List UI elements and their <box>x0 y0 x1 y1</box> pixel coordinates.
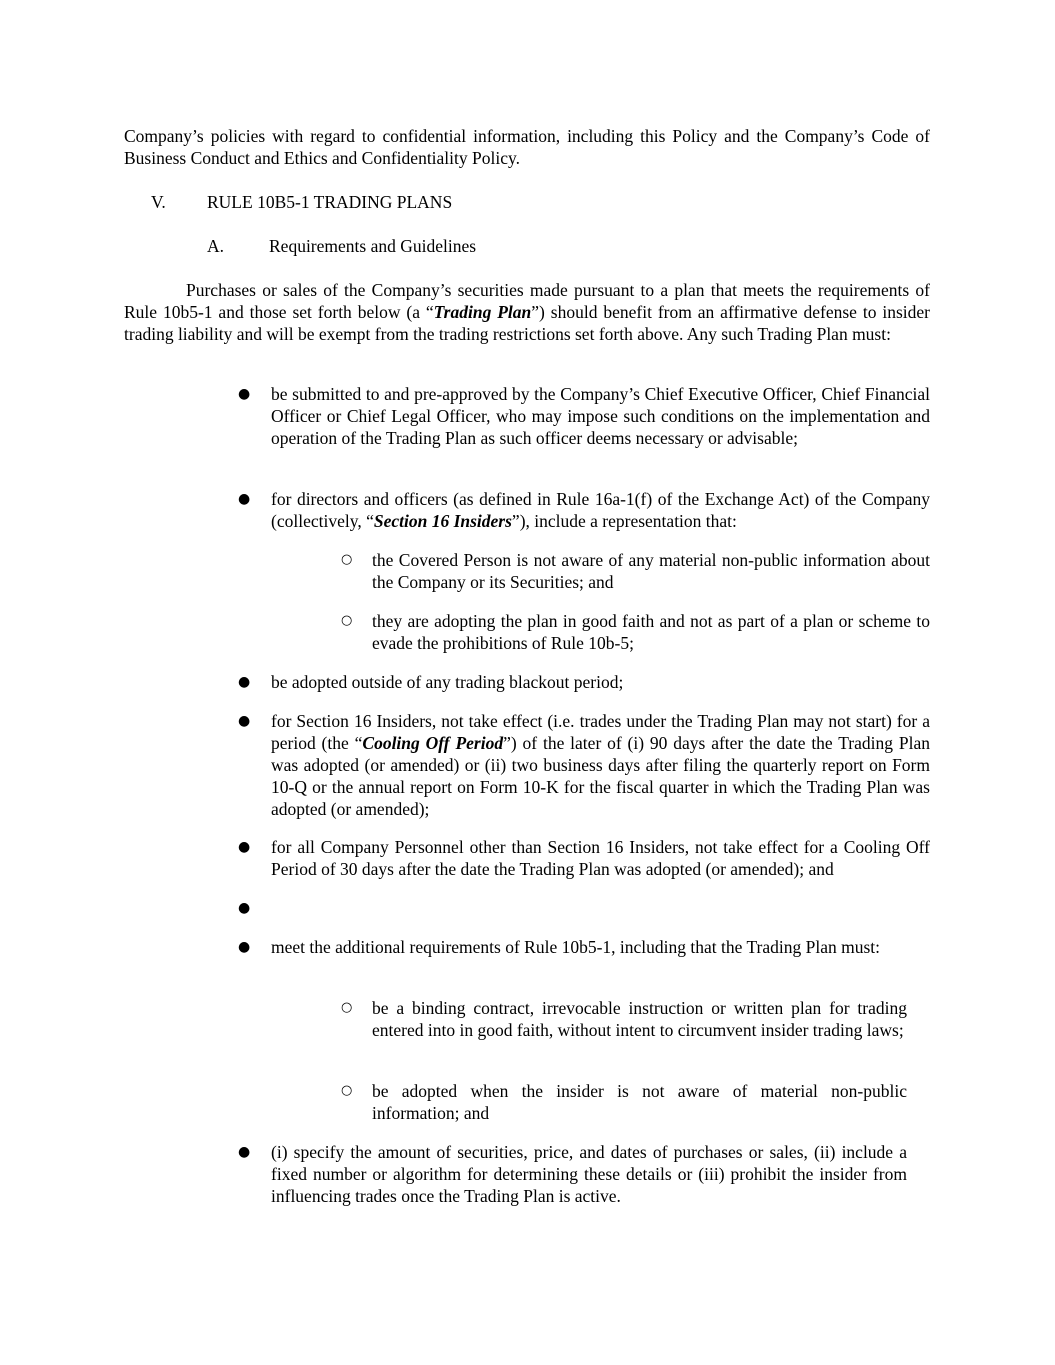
sub-bullet-glyph: ○ <box>341 613 353 628</box>
requirements-paragraph <box>124 279 930 345</box>
sub-list-item: be a binding contract, irrevocable instruction or written plan for trading entered into in good faith, without intent to circumvent insider trading laws; <box>372 998 907 1040</box>
list-item: be adopted outside of any trading blackout period; <box>271 672 624 692</box>
list-item-text: ”) of the later of (i) 90 days after the date the Trading Plan was adopted (or amended) or (ii) two business days after filing the quarterly report on Form 10-Q or the annual report on Form 10-K for the fiscal quarter in which the Trading Plan was adopted (or amended); <box>271 733 930 819</box>
subsection-title: Requirements and Guidelines <box>269 236 477 256</box>
list-item <box>271 710 930 820</box>
sub-bullet-glyph: ○ <box>341 1083 353 1098</box>
sub-bullet-glyph: ○ <box>341 552 353 567</box>
list-item-text: ”), include a representation that: <box>511 511 737 531</box>
bullet-glyph-empty-item: ● <box>238 900 251 916</box>
paragraph-text: ”) should benefit from an affirmative defense to insider trading liability and will be exempt from the trading restrictions set forth above. Any such Trading Plan must: <box>124 302 930 344</box>
list-item-text: for Section 16 Insiders, not take effect (i.e. trades under the Trading Plan may not start) for a period (the “ <box>271 711 930 753</box>
paragraph-text: Purchases or sales of the Company’s securities made pursuant to a plan that meets the requirements of Rule 10b5-1 and those set forth below (a “ <box>124 280 930 322</box>
defined-term-cooling-off-period: Cooling Off Period <box>362 733 504 753</box>
intro-paragraph: Company’s policies with regard to confidential information, including this Policy and the Company’s Code of Business Conduct and Ethics and Confidentiality Policy. <box>124 126 930 168</box>
list-item-text: for directors and officers (as defined in Rule 16a-1(f) of the Exchange Act) of the Company (collectively, “ <box>271 489 930 531</box>
section-number: V. <box>151 192 166 212</box>
list-item: be submitted to and pre-approved by the Company’s Chief Executive Officer, Chief Financial Officer or Chief Legal Officer, who may impose such conditions on the implementation and operation of the Trading Plan as such officer deems necessary or advisable; <box>271 384 930 448</box>
bullet-glyph: ● <box>238 939 251 955</box>
list-item <box>271 488 930 532</box>
sub-bullet-glyph: ○ <box>341 1000 353 1015</box>
list-item: (i) specify the amount of securities, price, and dates of purchases or sales, (ii) include a fixed number or algorithm for determining these details or (iii) prohibit the insider from influencing trades once the Trading Plan is active. <box>271 1142 907 1206</box>
sub-list-item: be adopted when the insider is not aware of material non-public information; and <box>372 1081 907 1123</box>
list-item: meet the additional requirements of Rule 10b5-1, including that the Trading Plan must: <box>271 937 881 957</box>
bullet-glyph: ● <box>238 674 251 690</box>
sub-list-item: the Covered Person is not aware of any material non-public information about the Company or its Securities; and <box>372 550 930 592</box>
defined-term-trading-plan: Trading Plan <box>433 302 532 322</box>
section-title: RULE 10B5-1 TRADING PLANS <box>207 192 453 212</box>
bullet-glyph: ● <box>238 491 251 507</box>
sub-list-item: they are adopting the plan in good faith and not as part of a plan or scheme to evade the prohibitions of Rule 10b-5; <box>372 611 930 653</box>
bullet-glyph: ● <box>238 713 251 729</box>
bullet-glyph: ● <box>238 1144 251 1160</box>
defined-term-section-16-insiders: Section 16 Insiders <box>373 511 512 531</box>
subsection-letter: A. <box>207 236 225 256</box>
bullet-glyph: ● <box>238 386 251 402</box>
list-item: for all Company Personnel other than Section 16 Insiders, not take effect for a Cooling Off Period of 30 days after the date the Trading Plan was adopted (or amended); and <box>271 837 930 879</box>
bullet-glyph: ● <box>238 839 251 855</box>
